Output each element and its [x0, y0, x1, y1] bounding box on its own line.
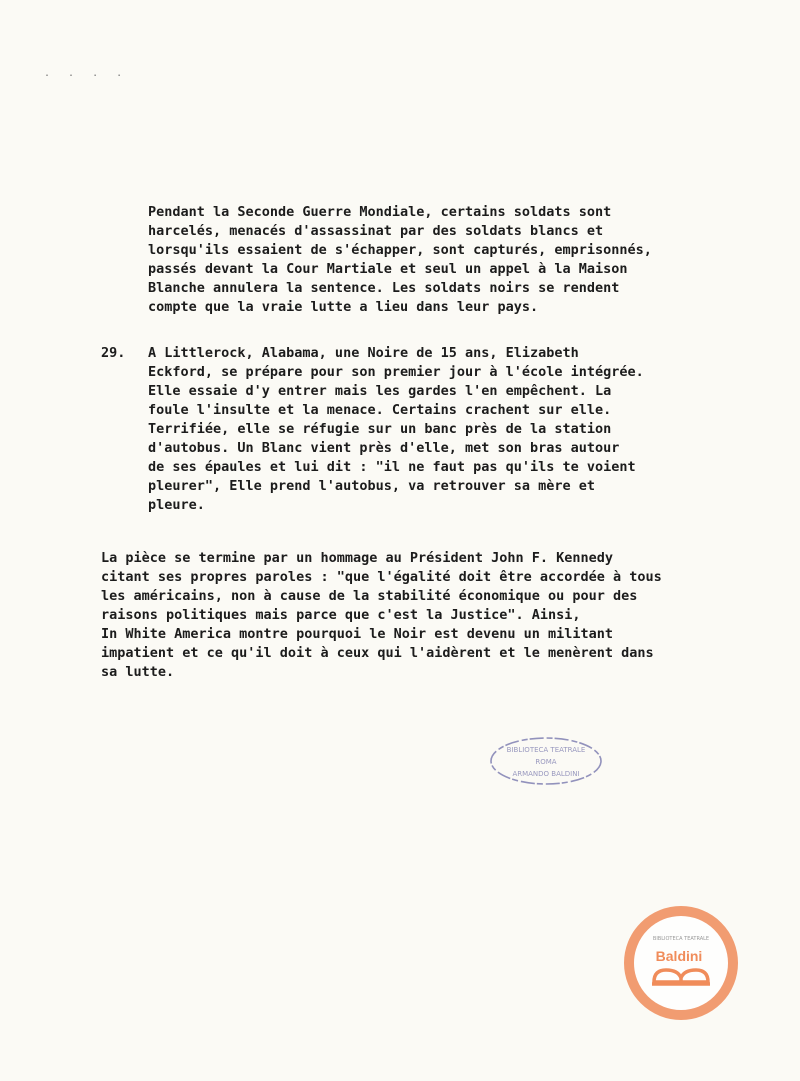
text-line: sa lutte.: [101, 664, 175, 680]
text-line: impatient et ce qu'il doit à ceux qui l'aidèrent et le menèrent dans: [101, 645, 654, 661]
text-line: passés devant la Cour Martiale et seul un appel à la Maison: [148, 261, 628, 277]
text-line: les américains, non à cause de la stabilité économique ou pour des: [101, 588, 638, 604]
text-line: A Littlerock, Alabama, une Noire de 15 ans, Elizabeth: [148, 345, 579, 361]
corner-marks: . . . .: [44, 68, 129, 79]
paragraph-conclusion: [101, 549, 662, 682]
paragraph-war: [148, 203, 652, 317]
text-line: de ses épaules et lui dit : "il ne faut pas qu'ils te voient: [148, 459, 636, 475]
text-line: Pendant la Seconde Guerre Mondiale, certains soldats sont: [148, 204, 612, 220]
stamp-text-bottom: ARMANDO BALDINI: [512, 770, 580, 778]
text-line: compte que la vraie lutte a lieu dans leur pays.: [148, 299, 539, 315]
text-line: Elle essaie d'y entrer mais les gardes l'en empêchent. La: [148, 383, 612, 399]
text-line: lorsqu'ils essaient de s'échapper, sont capturés, emprisonnés,: [148, 242, 652, 258]
text-line: Blanche annulera la sentence. Les soldats noirs se rendent: [148, 280, 620, 296]
text-line: Terrifiée, elle se réfugie sur un banc près de la station: [148, 421, 612, 437]
stamp-text-middle: ROMA: [535, 758, 557, 766]
logo-name: Baldini: [655, 948, 703, 964]
library-stamp: [488, 735, 604, 787]
text-line: pleurer", Elle prend l'autobus, va retrouver sa mère et: [148, 478, 596, 494]
text-line: pleure.: [148, 497, 205, 513]
text-line: harcelés, menacés d'assassinat par des soldats blancs et: [148, 223, 604, 239]
paragraph-number: 29.: [101, 345, 126, 361]
text-line: d'autobus. Un Blanc vient près d'elle, met son bras autour: [148, 440, 620, 456]
text-line: citant ses propres paroles : "que l'égalité doit être accordée à tous: [101, 569, 662, 585]
text-line: La pièce se termine par un hommage au Président John F. Kennedy: [101, 550, 614, 566]
baldini-logo: [622, 904, 740, 1022]
text-line: Eckford, se prépare pour son premier jour à l'école intégrée.: [148, 364, 644, 380]
stamp-text-top: BIBLIOTECA TEATRALE: [506, 746, 586, 754]
text-line: foule l'insulte et la menace. Certains crachent sur elle.: [148, 402, 612, 418]
paragraph-littlerock: [148, 344, 644, 515]
text-line: raisons politiques mais parce que c'est la Justice". Ainsi,: [101, 607, 581, 623]
logo-tagline: BIBLIOTECA TEATRALE: [652, 936, 710, 942]
text-line: In White America montre pourquoi le Noir est devenu un militant: [101, 626, 614, 642]
